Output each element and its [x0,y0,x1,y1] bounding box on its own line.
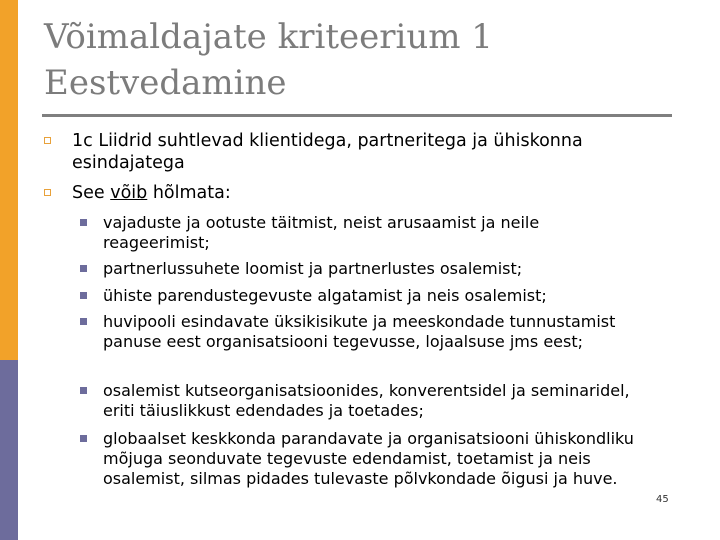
side-accent-bar-purple [0,360,18,540]
title-divider [42,114,672,117]
sub-item-text: partnerlussuhete loomist ja partnerlustes osalemist; [103,259,523,278]
square-bullet-icon [80,387,87,394]
bullet-2-suffix: hõlmata: [147,183,231,203]
sub-item-text: vajaduste ja ootuste täitmist, neist arusaamist ja neile reageerimist; [103,213,540,252]
slide-title [44,14,684,106]
square-bullet-icon [80,219,87,226]
title-line-1: Võimaldajate kriteerium 1 [44,17,493,57]
sub-item-1 [80,213,640,253]
side-accent-bar-orange [0,0,18,360]
sub-item-3 [80,286,640,306]
square-bullet-icon [44,189,51,196]
sub-item-4 [80,312,640,352]
bullet-2-prefix: See [72,183,111,203]
sub-item-text: ühiste parendustegevuste algatamist ja neis osalemist; [103,286,547,305]
sub-item-text: globaalset keskkonda parandavate ja organisatsiooni ühiskondliku mõjuga seonduvate tegevuste edendamist, toetamist ja neis osalemist, silmas pidades tulevaste põlvkondade õigusi ja huve. [103,429,634,488]
square-bullet-icon [80,435,87,442]
bullet-2-text [72,182,684,204]
square-bullet-icon [80,318,87,325]
bullet-2-underlined-word: võib [110,183,148,203]
sub-item-2 [80,259,640,279]
sub-item-text: osalemist kutseorganisatsioonides, konverentsidel ja seminaridel, eriti täiuslikkust edendades ja toetades; [103,381,630,420]
title-line-2: Eestvedamine [44,63,287,103]
sub-item-6 [80,429,640,489]
sub-item-5 [80,381,640,421]
bullet-1 [44,130,684,174]
sub-item-text: huvipooli esindavate üksikisikute ja meeskondade tunnustamist panuse eest organisatsiooni tegevusse, lojaalsuse jms eest; [103,312,616,351]
square-bullet-icon [80,292,87,299]
bullet-2 [44,182,684,204]
square-bullet-icon [44,137,51,144]
bullet-1-text: 1c Liidrid suhtlevad klientidega, partneritega ja ühiskonna esindajatega [72,131,583,173]
page-number: 45 [656,494,669,505]
square-bullet-icon [80,265,87,272]
